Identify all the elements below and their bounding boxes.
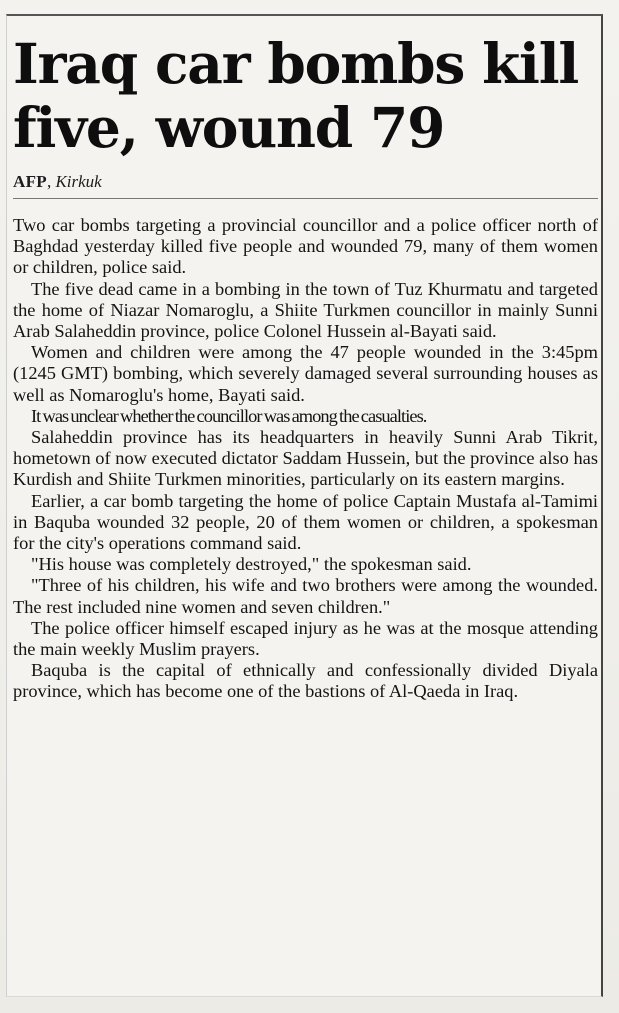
paragraph-5: Salaheddin province has its headquarters in heavily Sunni Arab Tikrit, hometown of now executed dictator Saddam Hussein, but the province also has Kurdish and Shiite Turkmen minorities, particularly on its eastern margins.	[13, 427, 598, 490]
byline-separator: ,	[46, 172, 56, 191]
byline	[13, 172, 598, 192]
paragraph-9: The police officer himself escaped injury as he was at the mosque attending the main weekly Muslim prayers.	[13, 617, 598, 660]
paragraph-10: Baquba is the capital of ethnically and confessionally divided Diyala province, which has become one of the bastions of Al-Qaeda in Iraq.	[13, 660, 598, 702]
paragraph-3: Women and children were among the 47 people wounded in the 3:45pm (1245 GMT) bombing, which severely damaged several surrounding houses as well as Nomaroglu's home, Bayati said.	[13, 342, 598, 405]
paragraph-7: "His house was completely destroyed," the spokesman said.	[31, 554, 472, 575]
paragraph-4: It was unclear whether the councillor was among the casualties.	[31, 405, 427, 426]
newspaper-clipping	[6, 14, 603, 997]
byline-divider	[13, 198, 598, 199]
byline-place: Kirkuk	[55, 172, 102, 191]
article	[13, 16, 598, 703]
paragraph-6: Earlier, a car bomb targeting the home of police Captain Mustafa al-Tamimi in Baquba wounded 32 people, 20 of them women or children, a spokesman for the city's operations command said.	[13, 490, 598, 554]
headline: Iraq car bombs kill five, wound 79	[13, 31, 579, 160]
article-body	[13, 215, 598, 703]
paragraph-2: The five dead came in a bombing in the town of Tuz Khurmatu and targeted the home of Niazar Nomaroglu, a Shiite Turkmen councillor in mainly Sunni Arab Salaheddin province, police Colonel Hussein al-Bayati said.	[13, 278, 598, 342]
paragraph-1: Two car bombs targeting a provincial councillor and a police officer north of Baghdad yesterday killed five people and wounded 79, many of them women or children, police said.	[13, 215, 598, 278]
paragraph-8: "Three of his children, his wife and two brothers were among the wounded. The rest included nine women and seven children."	[13, 575, 598, 617]
byline-agency: AFP	[13, 172, 47, 191]
